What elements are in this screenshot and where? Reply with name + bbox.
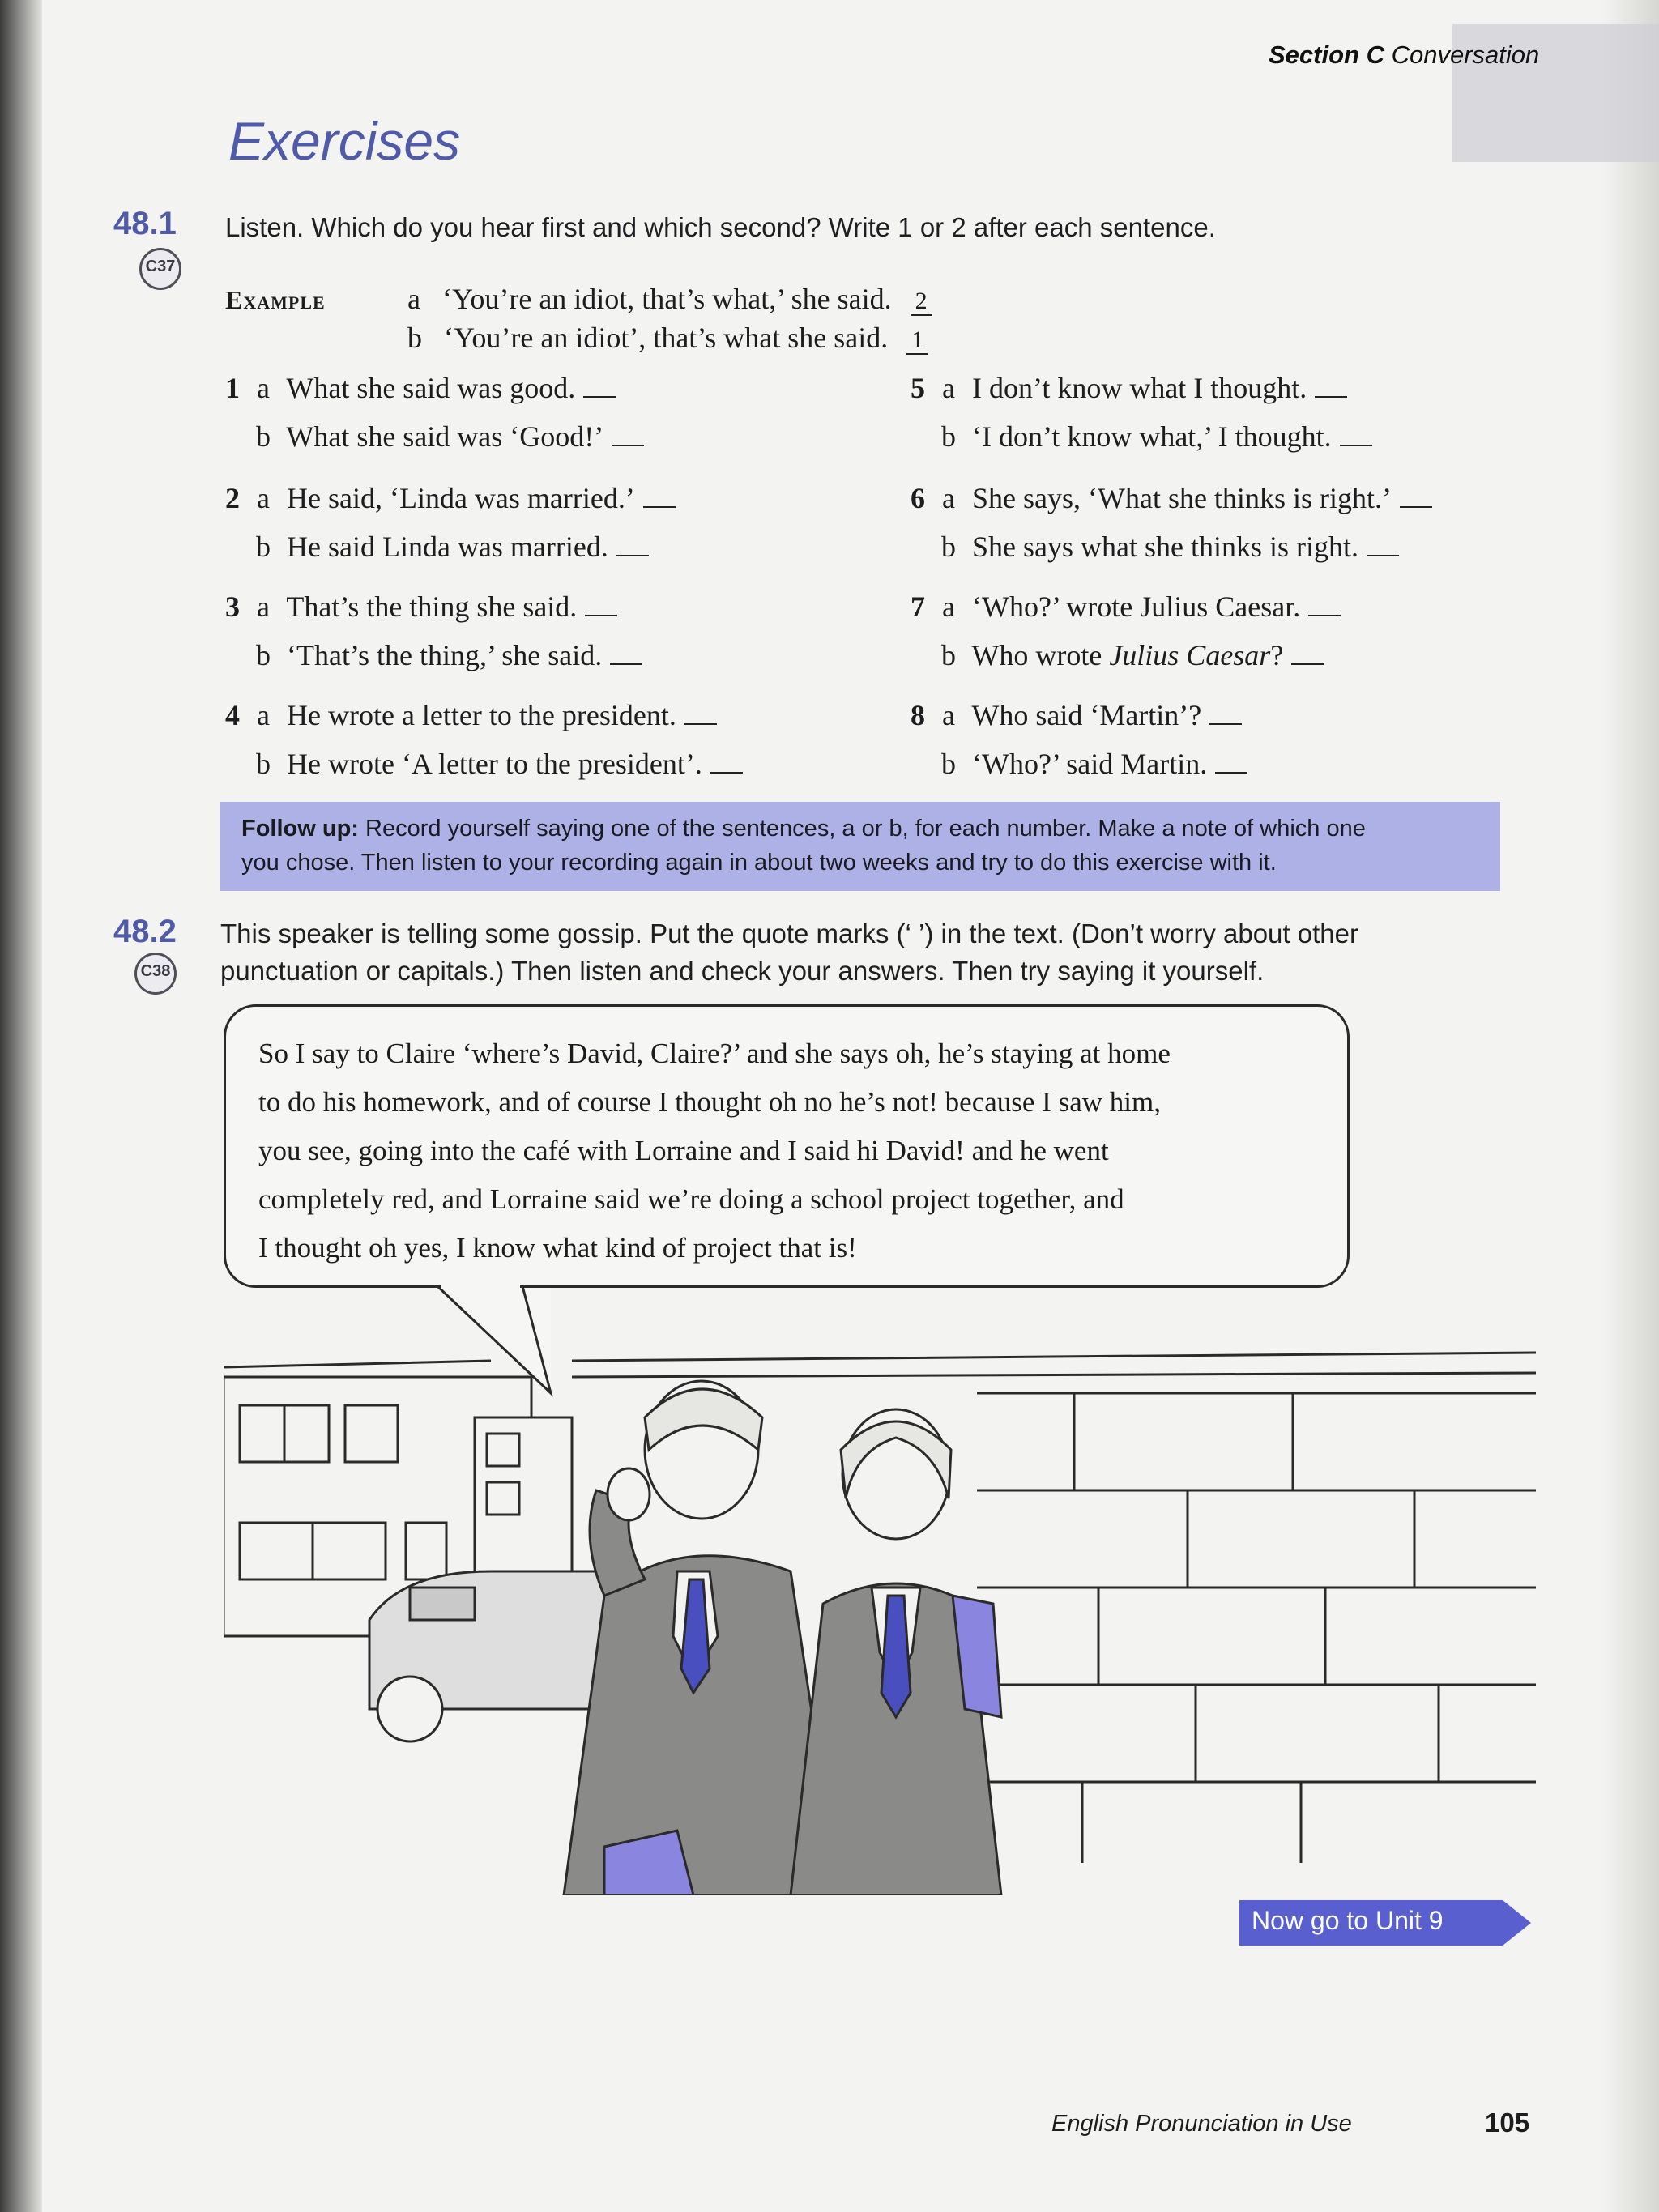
item-letter: b (941, 420, 956, 453)
item-2a (225, 481, 676, 515)
followup-text-1: Record yourself saying one of the sentences, a or b, for each number. Make a note of which one (365, 816, 1366, 842)
followup-label: Follow up: (241, 816, 359, 842)
example-letter-b: b (407, 322, 422, 354)
item-letter: b (256, 531, 271, 563)
item-number: 7 (911, 590, 925, 623)
footer-book-title: English Pronunciation in Use (1051, 2111, 1352, 2137)
exercise-instruction-1: Listen. Which do you hear first and which second? Write 1 or 2 after each sentence. (225, 212, 1216, 242)
item-number: 8 (911, 699, 925, 731)
item-number: 5 (911, 372, 925, 404)
answer-blank[interactable] (710, 749, 743, 774)
bubble-line: completely red, and Lorraine said we’re doing a school project together, and (258, 1183, 1124, 1215)
item-sentence: He wrote ‘A letter to the president’. (287, 748, 702, 780)
answer-blank[interactable] (1400, 484, 1432, 508)
item-letter: b (941, 748, 956, 780)
next-unit-button[interactable]: Now go to Unit 9 (1252, 1906, 1444, 1935)
item-letter: b (256, 748, 271, 780)
item-sentence-italic: Julius Caesar (1109, 639, 1271, 671)
answer-blank[interactable] (1215, 749, 1247, 774)
girl-left-figure (564, 1381, 839, 1895)
item-letter: b (256, 420, 271, 453)
item-sentence: She says what she thinks is right. (972, 531, 1358, 563)
answer-blank[interactable] (612, 422, 644, 446)
answer-blank[interactable] (1291, 641, 1324, 665)
gossip-illustration (224, 1328, 1536, 1895)
bubble-line: I thought oh yes, I know what kind of project that is! (258, 1232, 857, 1264)
item-6b (911, 530, 1399, 564)
example-sentence-a: ‘You’re an idiot, that’s what,’ she said. (441, 283, 892, 315)
item-3a (225, 590, 617, 624)
item-8b (911, 747, 1247, 781)
item-sentence: ‘Who?’ wrote Julius Caesar. (972, 590, 1301, 623)
page-number: 105 (1485, 2108, 1530, 2137)
example-answer-b: 1 (906, 326, 928, 355)
answer-blank[interactable] (1308, 592, 1341, 616)
item-sentence: ‘That’s the thing,’ she said. (287, 639, 603, 671)
page-title: Exercises (228, 111, 461, 171)
item-letter: b (256, 639, 271, 671)
answer-blank[interactable] (1340, 422, 1372, 446)
item-3b (225, 638, 642, 672)
item-sentence: Who said ‘Martin’? (971, 699, 1202, 731)
item-sentence: What she said was ‘Good!’ (286, 420, 604, 453)
example-label: Example (225, 285, 326, 314)
bubble-line: you see, going into the café with Lorraine and I said hi David! and he went (258, 1135, 1109, 1166)
item-sentence: He said Linda was married. (287, 531, 608, 563)
item-letter: a (942, 699, 955, 731)
item-sentence: He wrote a letter to the president. (287, 699, 676, 731)
item-5b (911, 420, 1372, 454)
answer-blank[interactable] (1367, 532, 1399, 556)
speech-bubble (224, 1004, 1350, 1288)
item-8a (911, 698, 1242, 732)
item-4b (225, 747, 743, 781)
item-letter: a (257, 372, 270, 404)
audio-track-icon: C37 (139, 248, 181, 290)
item-sentence: That’s the thing she said. (286, 590, 578, 623)
item-sentence-pre: Who wrote (971, 639, 1110, 671)
item-letter: b (941, 639, 956, 671)
item-letter: a (942, 482, 955, 514)
answer-blank[interactable] (684, 701, 717, 725)
followup-line-1 (241, 812, 1479, 846)
item-number: 3 (225, 590, 240, 623)
exercise-instruction-2 (220, 915, 1358, 990)
item-1a (225, 371, 616, 405)
example-sentence-b: ‘You’re an idiot’, that’s what she said. (444, 322, 889, 354)
answer-blank[interactable] (1315, 373, 1347, 398)
example-answer-a: 2 (911, 288, 932, 316)
item-5a (911, 371, 1347, 405)
bubble-line: So I say to Claire ‘where’s David, Claire?’ and she says oh, he’s staying at home (258, 1038, 1171, 1069)
exercise-number-2: 48.2 (113, 914, 177, 949)
item-number: 6 (911, 482, 925, 514)
answer-blank[interactable] (643, 484, 676, 508)
example-line-b (407, 321, 928, 355)
item-number: 2 (225, 482, 240, 514)
section-name: Conversation (1391, 40, 1540, 69)
item-1b (225, 420, 644, 454)
bubble-line: to do his homework, and of course I thought oh no he’s not! because I saw him, (258, 1086, 1161, 1118)
item-letter: a (257, 590, 270, 623)
section-label: Section C (1269, 40, 1384, 69)
audio-track-icon: C38 (134, 953, 177, 995)
page-edge-shadow (1602, 0, 1659, 2212)
item-letter: a (942, 372, 955, 404)
item-7b (911, 638, 1324, 672)
item-number: 4 (225, 699, 240, 731)
instruction-line-2: punctuation or capitals.) Then listen and check your answers. Then try saying it yourself. (220, 956, 1265, 986)
item-letter: b (941, 531, 956, 563)
item-sentence: ‘Who?’ said Martin. (972, 748, 1208, 780)
answer-blank[interactable] (1209, 701, 1242, 725)
item-letter: a (257, 699, 270, 731)
example-line-a (407, 282, 932, 316)
item-6a (911, 481, 1432, 515)
followup-box (220, 802, 1500, 891)
girl-right-figure (791, 1409, 1001, 1895)
exercise-number-1: 48.1 (113, 206, 177, 241)
item-sentence-post: ? (1270, 639, 1284, 671)
book-spine-shadow (0, 0, 42, 2212)
item-sentence: What she said was good. (286, 372, 576, 404)
item-letter: a (257, 482, 270, 514)
answer-blank[interactable] (583, 373, 616, 398)
item-4a (225, 698, 717, 732)
item-2b (225, 530, 649, 564)
item-sentence: ‘I don’t know what,’ I thought. (972, 420, 1332, 453)
item-7a (911, 590, 1341, 624)
item-number: 1 (225, 372, 240, 404)
section-header (1269, 40, 1539, 70)
item-sentence: I don’t know what I thought. (972, 372, 1307, 404)
example-letter-a: a (407, 283, 420, 315)
answer-blank[interactable] (616, 532, 649, 556)
answer-blank[interactable] (610, 641, 642, 665)
instruction-line-1: This speaker is telling some gossip. Put the quote marks (‘ ’) in the text. (Don’t worry about other (220, 918, 1358, 948)
item-sentence: She says, ‘What she thinks is right.’ (972, 482, 1392, 514)
answer-blank[interactable] (585, 592, 617, 616)
item-letter: a (942, 590, 955, 623)
item-sentence: He said, ‘Linda was married.’ (287, 482, 635, 514)
followup-text-2: you chose. Then listen to your recording again in about two weeks and try to do this exercise with it. (241, 850, 1277, 876)
